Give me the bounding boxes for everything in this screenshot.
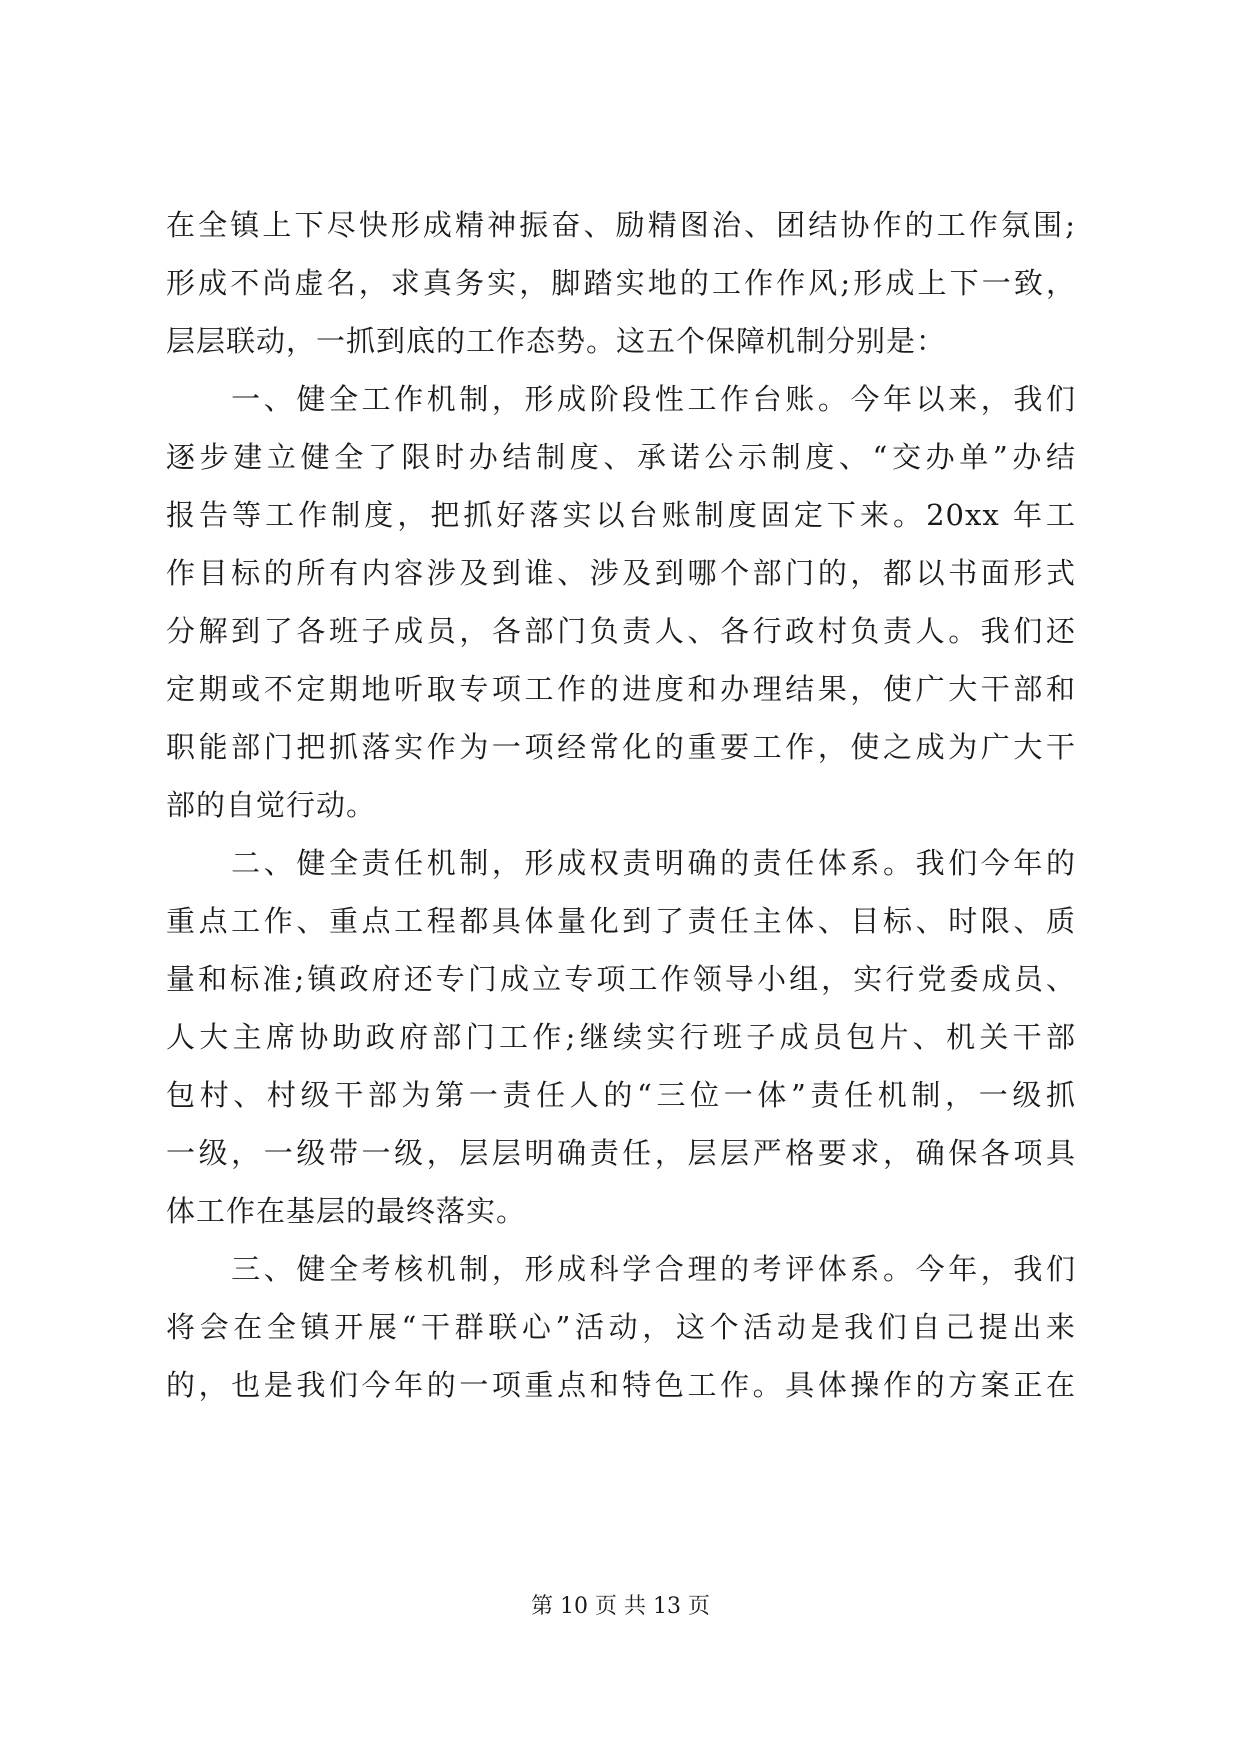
text-line: 职能部门把抓落实作为一项经常化的重要工作，使之成为广大干	[166, 730, 1076, 764]
text-line: 人大主席协助政府部门工作;继续实行班子成员包片、机关干部	[166, 1020, 1076, 1054]
text-line: 分解到了各班子成员，各部门负责人、各行政村负责人。我们还	[166, 614, 1076, 648]
text-line: 的，也是我们今年的一项重点和特色工作。具体操作的方案正在	[166, 1368, 1076, 1402]
text-line: 一级，一级带一级，层层明确责任，层层严格要求，确保各项具	[166, 1136, 1076, 1170]
text-line: 三、健全考核机制，形成科学合理的考评体系。今年，我们	[166, 1252, 1076, 1286]
text-line: 在全镇上下尽快形成精神振奋、励精图治、团结协作的工作氛围;	[166, 208, 1076, 242]
text-line: 报告等工作制度，把抓好落实以台账制度固定下来。20xx 年工	[166, 498, 1076, 532]
text-line: 将会在全镇开展“干群联心”活动，这个活动是我们自己提出来	[166, 1310, 1076, 1344]
page-number-footer: 第 10 页 共 13 页	[531, 1594, 710, 1619]
text-line: 逐步建立健全了限时办结制度、承诺公示制度、“交办单”办结	[166, 440, 1076, 474]
body-text	[166, 196, 1076, 1414]
text-line: 包村、村级干部为第一责任人的“三位一体”责任机制，一级抓	[166, 1078, 1076, 1112]
text-line: 量和标准;镇政府还专门成立专项工作领导小组，实行党委成员、	[166, 962, 1076, 996]
text-line: 体工作在基层的最终落实。	[166, 1194, 527, 1228]
text-line: 部的自觉行动。	[166, 788, 377, 822]
text-line: 作目标的所有内容涉及到谁、涉及到哪个部门的，都以书面形式	[166, 556, 1076, 590]
text-line: 二、健全责任机制，形成权责明确的责任体系。我们今年的	[166, 846, 1076, 880]
text-line: 层层联动，一抓到底的工作态势。这五个保障机制分别是：	[166, 324, 947, 358]
text-line: 重点工作、重点工程都具体量化到了责任主体、目标、时限、质	[166, 904, 1076, 938]
text-line: 形成不尚虚名，求真务实，脚踏实地的工作作风;形成上下一致，	[166, 266, 1076, 300]
text-line: 定期或不定期地听取专项工作的进度和办理结果，使广大干部和	[166, 672, 1076, 706]
text-line: 一、健全工作机制，形成阶段性工作台账。今年以来，我们	[166, 382, 1076, 416]
